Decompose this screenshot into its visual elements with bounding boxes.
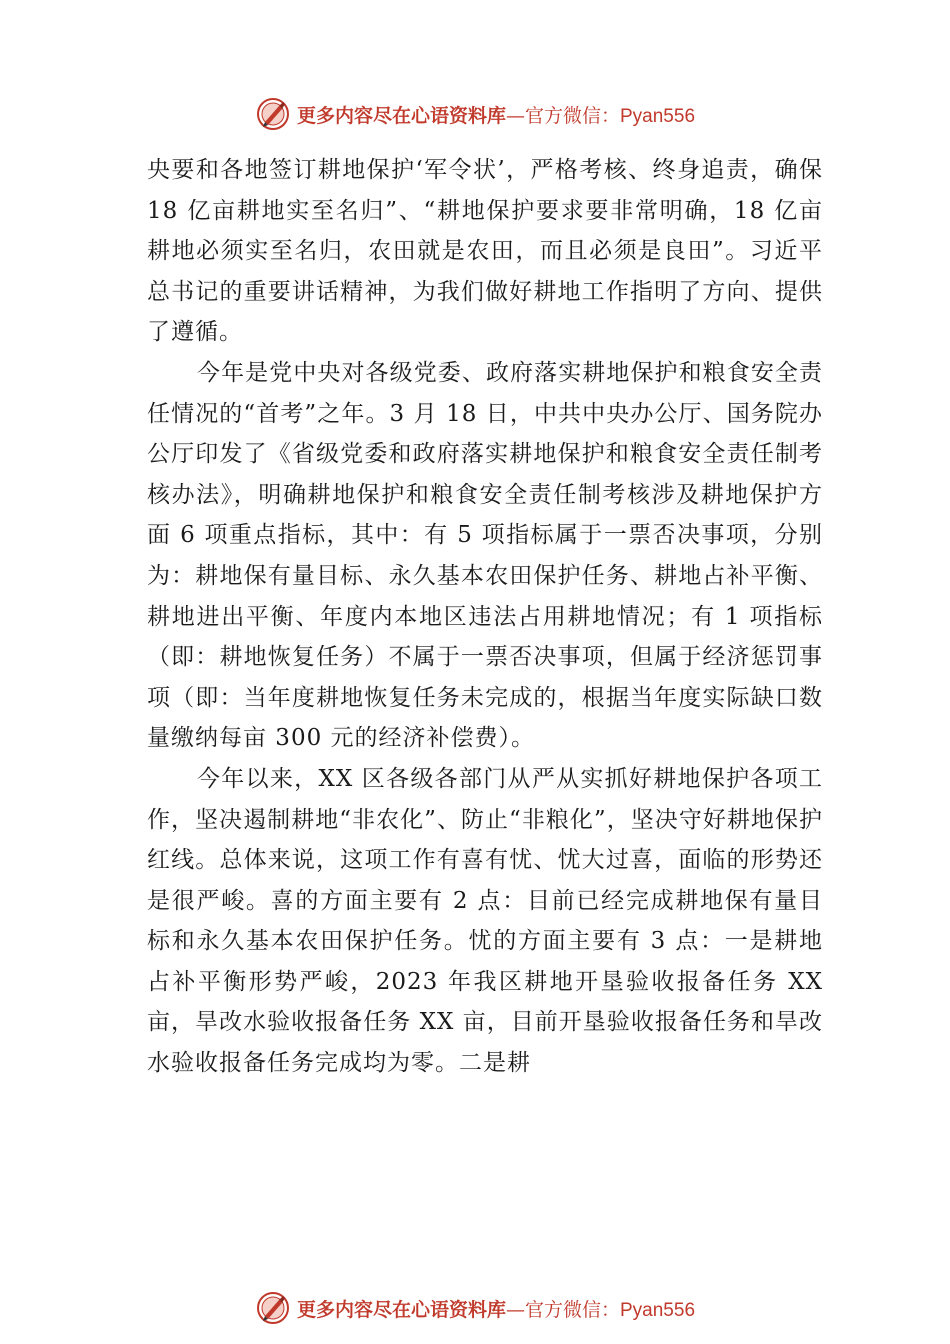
footer-banner [0,1288,950,1328]
document-body [147,150,823,1084]
header-wechat-id: Pyan556 [620,105,696,127]
paragraph-assessment: 今年是党中央对各级党委、政府落实耕地保护和粮食安全责任情况的“首考”之年。3 月 18 日，中共中央办公厅、国务院办公厅印发了《省级党委和政府落实耕地保护和粮食安全责任制考核办法》，明确耕地保护和粮食安全责任制考核涉及耕地保护方面 6 项重点指标，其中：有 5 项指标属于一票否决事项，分别为：耕地保有量目标、永久基本农田保护任务、耕地占补平衡、耕地进出平衡、年度内本地区违法占用耕地情况；有 1 项指标（即：耕地恢复任务）不属于一票否决事项，但属于经济惩罚事项（即：当年度耕地恢复任务未完成的，根据当年度实际缺口数量缴纳每亩 300 元的经济补偿费）。 [147,359,823,752]
footer-brand-name: 更多内容尽在心语资料库 [296,1298,506,1321]
paragraph-continuation: 央要和各地签订耕地保护‘军令状’，严格考核、终身追责，确保 18 亿亩耕地实至名归”、“耕地保护要求要非常明确，18 亿亩耕地必须实至名归，农田就是农田，而且必须是良田”。习近平总书记的重要讲话精神，为我们做好耕地工作指明了方向、提供了遵循。 [147,157,823,346]
footer-banner-text [297,1295,695,1322]
paragraph-district-status: 今年以来，XX 区各级各部门从严从实抓好耕地保护各项工作，坚决遏制耕地“非农化”、防止“非粮化”，坚决守好耕地保护红线。总体来说，这项工作有喜有忧、忧大过喜，面临的形势还是很严峻。喜的方面主要有 2 点：目前已经完成耕地保有量目标和永久基本农田保护任务。忧的方面主要有 3 点：一是耕地占补平衡形势严峻，2023 年我区耕地开垦验收报备任务 XX 亩，旱改水验收报备任务 XX 亩，目前开垦验收报备任务和旱改水验收报备任务完成均为零。二是耕 [147,765,823,1077]
brand-logo-icon [255,96,291,132]
header-separator: — [505,104,525,127]
footer-separator: — [505,1298,525,1321]
footer-wechat-id: Pyan556 [620,1299,696,1321]
header-wechat-label: 官方微信： [524,104,620,127]
header-banner-text [297,101,695,128]
header-brand-name: 更多内容尽在心语资料库 [296,104,506,127]
footer-wechat-label: 官方微信： [524,1298,620,1321]
header-banner [0,94,950,134]
brand-logo-icon [255,1290,291,1326]
